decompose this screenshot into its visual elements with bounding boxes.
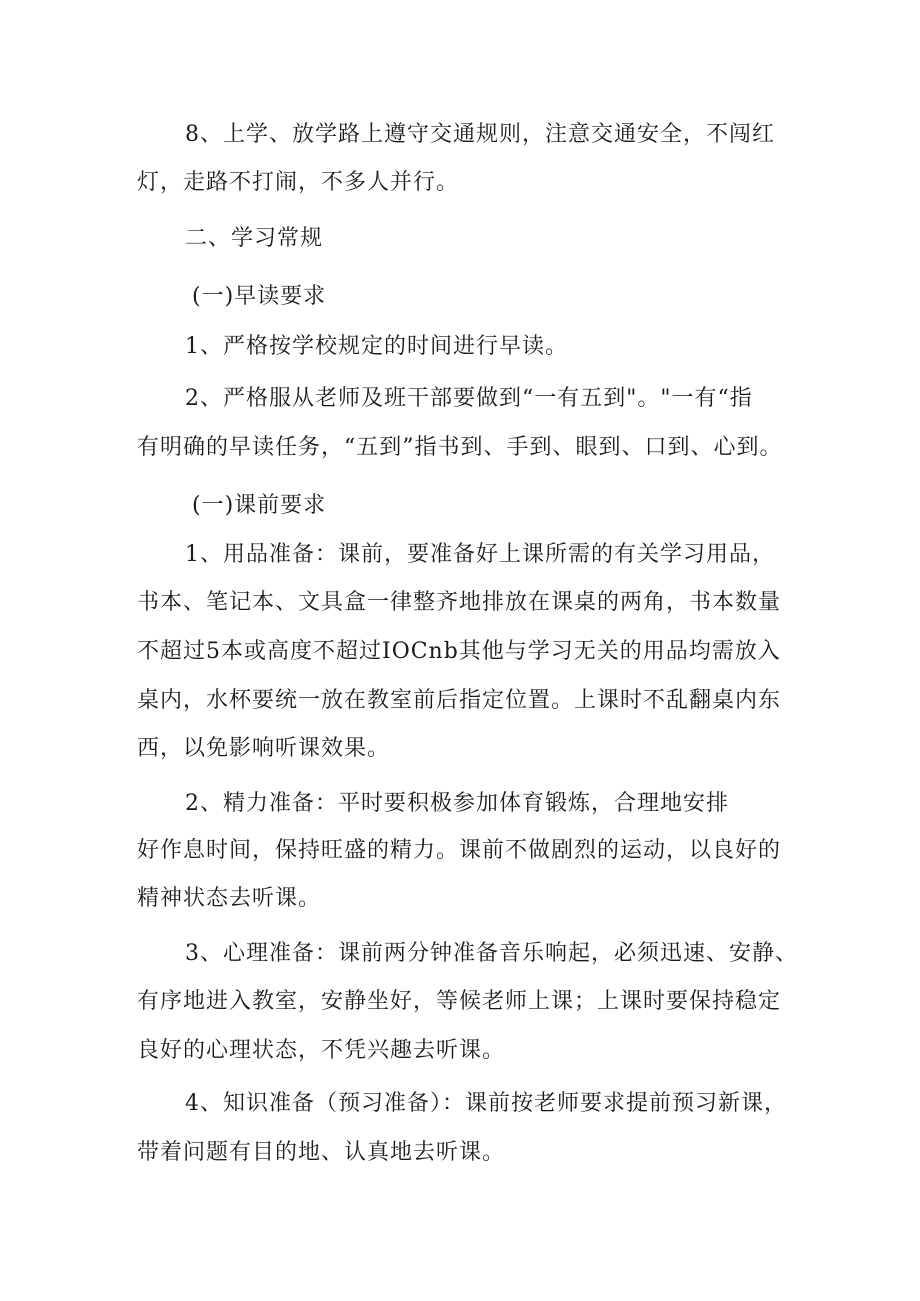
subheading-before-class: (一)课前要求 <box>192 493 327 518</box>
rule-8-line-1: 8、上学、放学路上遵守交通规则，注意交通安全，不闯红 <box>185 122 775 147</box>
morning-item-2-line-2: 有明确的早读任务，“五到”指书到、手到、眼到、口到、心到。 <box>137 435 783 460</box>
prep-item-1-line-2: 书本、笔记本、文具盒一律整齐地排放在课桌的两角，书本数量 <box>137 590 782 615</box>
prep-item-2-line-3: 精神状态去听课。 <box>137 886 322 911</box>
prep-item-4-line-1: 4、知识准备（预习准备）：课前按老师要求提前预习新课， <box>185 1091 787 1116</box>
rule-8-line-2: 灯，走路不打闹，不多人并行。 <box>137 170 460 195</box>
prep-item-1-line-4: 桌内，水杯要统一放在教室前后指定位置。上课时不乱翻桌内东 <box>137 688 782 713</box>
subheading-morning-reading: (一)早读要求 <box>192 284 327 309</box>
prep-item-1-line-1: 1、用品准备：课前，要准备好上课所需的有关学习用品， <box>185 542 775 567</box>
prep-item-2-line-2: 好作息时间，保持旺盛的精力。课前不做剧烈的运动，以良好的 <box>137 838 782 863</box>
prep-item-1-line-3: 不超过5本或高度不超过IOCnb其他与学习无关的用品均需放入 <box>137 639 781 664</box>
morning-item-2-line-1: 2、严格服从老师及班干部要做到“一有五到"。"一有“指 <box>185 386 753 411</box>
morning-item-1: 1、严格按学校规定的时间进行早读。 <box>185 334 568 359</box>
prep-item-4-line-2: 带着问题有目的地、认真地去听课。 <box>137 1140 506 1165</box>
prep-item-3-line-3: 良好的心理状态，不凭兴趣去听课。 <box>137 1038 506 1063</box>
prep-item-3-line-2: 有序地进入教室，安静坐好，等候老师上课；上课时要保持稳定 <box>137 989 782 1014</box>
section-heading-study-rules: 二、学习常规 <box>185 226 324 251</box>
prep-item-1-line-5: 西，以免影响听课效果。 <box>137 736 391 761</box>
prep-item-3-line-1: 3、心理准备：课前两分钟准备音乐响起，必须迅速、安静、 <box>185 941 798 966</box>
prep-item-2-line-1: 2、精力准备：平时要积极参加体育锻炼，合理地安排 <box>185 791 729 816</box>
